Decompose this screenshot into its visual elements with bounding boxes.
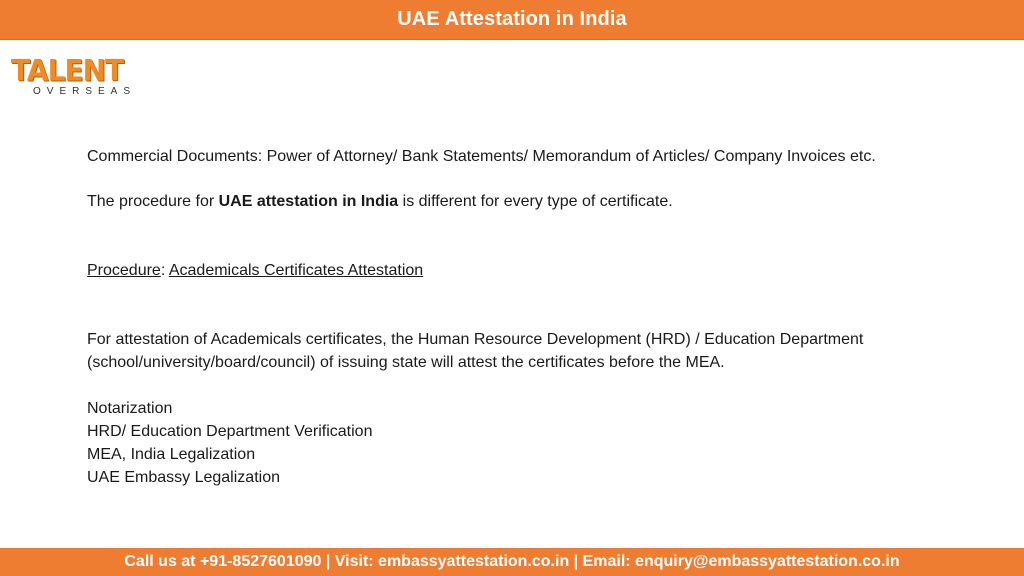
procedure-heading bbox=[87, 259, 423, 282]
academic-attestation-link[interactable]: Academicals Certificates Attestation bbox=[168, 262, 424, 279]
step-hrd-verification: HRD/ Education Department Verification bbox=[87, 423, 373, 440]
procedure-separator: : bbox=[160, 262, 169, 279]
procedure-keyword: UAE attestation in India bbox=[218, 193, 399, 210]
footer-contact-text: Call us at +91-8527601090 | Visit: embassyattestation.co.in | Email: enquiry@embassyattestation.co.in bbox=[124, 553, 900, 570]
step-embassy-legalization: UAE Embassy Legalization bbox=[87, 469, 280, 486]
header-bar bbox=[0, 0, 1024, 40]
logo-wordmark: TALENT bbox=[11, 53, 124, 88]
footer-bar bbox=[0, 548, 1024, 576]
procedure-label: Procedure bbox=[87, 262, 161, 279]
talent-overseas-logo bbox=[11, 53, 137, 100]
procedure-text-post: is different for every type of certificate. bbox=[398, 193, 673, 210]
procedure-text-pre: The procedure for bbox=[87, 193, 219, 210]
commercial-documents-text: Commercial Documents: Power of Attorney/ Bank Statements/ Memorandum of Articles/ Company Invoices etc. bbox=[87, 148, 876, 165]
logo-subtitle: OVERSEAS bbox=[33, 86, 137, 97]
procedure-paragraph bbox=[87, 190, 673, 213]
academic-text-line-2: (school/university/board/council) of issuing state will attest the certificates before the MEA. bbox=[87, 354, 725, 371]
step-notarization: Notarization bbox=[87, 400, 173, 417]
page-title: UAE Attestation in India bbox=[397, 8, 627, 30]
academic-text-line-1: For attestation of Academicals certificates, the Human Resource Development (HRD) / Education Department bbox=[87, 331, 864, 348]
step-mea-legalization: MEA, India Legalization bbox=[87, 446, 256, 463]
